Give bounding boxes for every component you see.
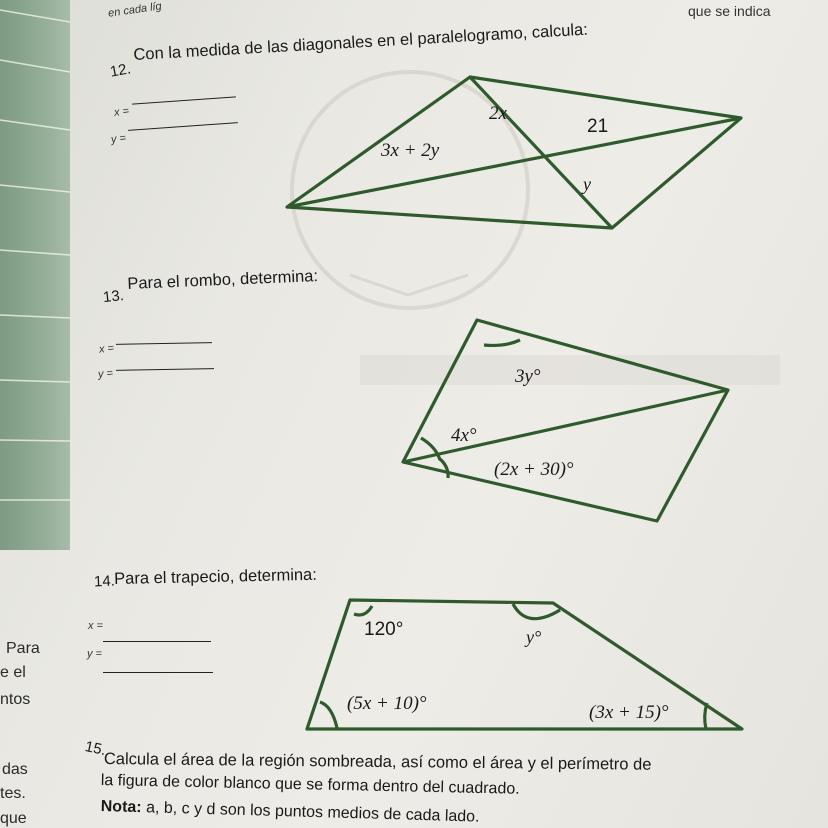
top-right-fragment: que se indica <box>688 3 771 19</box>
problem-12-number: 12. <box>108 60 133 81</box>
margin-word: tes. <box>0 785 26 802</box>
margin-word: ntos <box>0 691 31 708</box>
problem-12-label-21: 21 <box>587 116 609 137</box>
problem-15-note-label: Nota: <box>100 798 142 817</box>
problem-14-label-5x10: (5x + 10)° <box>347 693 427 714</box>
problem-13-label-2x30: (2x + 30)° <box>494 459 574 480</box>
problem-13-label-3y: 3y° <box>515 366 541 387</box>
margin-word: e el <box>0 664 26 681</box>
problem-12-text: Con la medida de las diagonales en el paralelogramo, calcula: <box>133 20 589 64</box>
problem-12-answer-y-label: y = <box>110 132 127 146</box>
margin-word: das <box>2 761 28 778</box>
problem-14-answer-y-label: y = <box>87 648 102 660</box>
problem-15-line-1: Calcula el área de la región sombreada, así como el área y el perímetro de <box>103 750 652 774</box>
problem-13-text: Para el rombo, determina: <box>127 267 319 293</box>
top-left-fragment: en cada líg <box>107 0 163 20</box>
problem-14-text: Para el trapecio, determina: <box>114 565 318 588</box>
problem-12-label-3x2y: 3x + 2y <box>381 140 440 161</box>
problem-15-number: 15. <box>83 738 108 759</box>
problem-15-note-text: a, b, c y d son los puntos medios de cada lado. <box>145 799 480 826</box>
problem-13-answer-y-label: y = <box>97 367 114 381</box>
problem-14-label-120: 120° <box>364 619 404 640</box>
problem-14-label-y: y° <box>526 627 542 647</box>
margin-word: Para <box>6 640 40 657</box>
problem-13-label-4x: 4x° <box>451 425 477 446</box>
margin-word: que <box>0 810 27 827</box>
problem-12-label-y: y <box>583 174 591 194</box>
problem-12-answer-x-label: x = <box>113 105 130 119</box>
problem-14-label-3x15: (3x + 15)° <box>589 702 669 723</box>
problem-13-answer-x-label: x = <box>98 342 115 356</box>
problem-15-line-2: la figura de color blanco que se forma dentro del cuadrado. <box>100 772 520 798</box>
problem-12-label-2x: 2x <box>489 103 507 124</box>
problem-14-answer-x-label: x = <box>88 620 103 632</box>
problem-13-number: 13. <box>102 286 125 307</box>
problem-14-number: 14. <box>93 572 116 591</box>
